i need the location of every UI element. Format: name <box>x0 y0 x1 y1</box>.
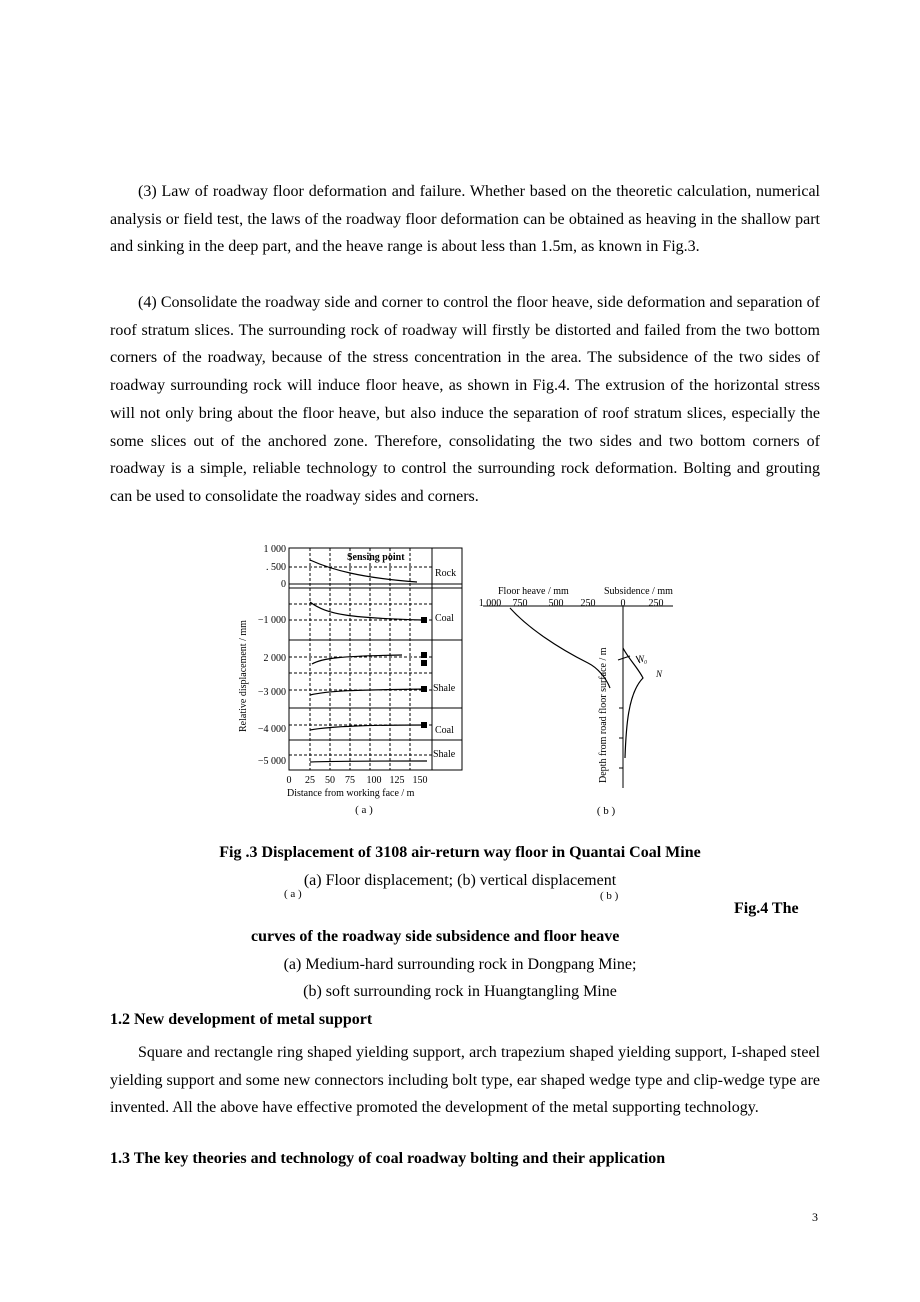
figure-3b <box>478 578 698 826</box>
sensing-point-label: Sensing point <box>347 552 405 563</box>
paragraph-4: (4) Consolidate the roadway side and corner to control the floor heave, side deformation and separation of roof stratum slices. The surrounding rock of roadway will firstly be distorted and failed from the two bottom corners of the roadway, because of the stress concentration in the area. The subsidence of the two sides of roadway surrounding rock will induce floor heave, as shown in Fig.4. The extrusion of the horizontal stress will not only bring about the floor heave, but also induce the separation of roof stratum slices, especially the some slices out of the anchored zone. Therefore, consolidating the two sides and two bottom corners of roadway is a simple, reliable technology to control the surrounding rock deformation. Bolting and grouting can be used to consolidate the roadway sides and corners. <box>110 294 820 505</box>
x-tick-b: 500 <box>548 598 564 609</box>
y-tick-a: 1 000 <box>263 544 286 555</box>
y-tick-a: 2 000 <box>263 653 286 664</box>
x-tick-b: 750 <box>512 598 528 609</box>
y-tick-a: −4 000 <box>257 724 286 735</box>
y-tick-a: −5 000 <box>257 756 286 767</box>
x-tick-b: 250 <box>580 598 596 609</box>
stratum-label: Rock <box>435 568 457 579</box>
x-axis-label-a: Distance from working face / m <box>287 788 415 799</box>
x-tick-a: 25 <box>305 775 315 786</box>
fig4-sublabel-a: ( a ) <box>284 888 302 900</box>
y-tick-a: −1 000 <box>257 615 286 626</box>
x-tick-a: 50 <box>325 775 335 786</box>
subsidence-label: Subsidence / mm <box>604 586 673 597</box>
stratum-label: Shale <box>433 683 456 694</box>
y-tick-a: 0 <box>281 579 286 590</box>
floor-heave-label: Floor heave / mm <box>498 586 569 597</box>
figure-3a <box>232 540 470 826</box>
fig3-caption: Fig .3 Displacement of 3108 air-return way floor in Quantai Coal Mine <box>219 844 701 861</box>
stratum-label: Shale <box>433 749 456 760</box>
y-tick-a: −3 000 <box>257 687 286 698</box>
fig3-subcaption: (a) Floor displacement; (b) vertical displacement <box>303 872 617 889</box>
x-tick-a: 125 <box>389 775 405 786</box>
page-number: 3 <box>812 1210 818 1224</box>
section-heading: 1.2 New development of metal support <box>110 1011 373 1028</box>
x-tick-a: 75 <box>345 775 355 786</box>
x-tick-b: 250 <box>648 598 664 609</box>
fig4-caption-part2: curves of the roadway side subsidence and floor heave <box>251 928 620 945</box>
y-axis-label-a: Relative displacement / mm <box>238 620 249 732</box>
paragraph-metal-support: Square and rectangle ring shaped yielding support, arch trapezium shaped yielding support, I-shaped steel yielding support and some new connectors including bolt type, ear shaped wedge type and clip-wedge type are invented. All the above have effective promoted the development of the metal supporting technology. <box>110 1044 820 1117</box>
curve-label: N₀ <box>638 654 648 664</box>
x-tick-a: 150 <box>412 775 428 786</box>
sublabel-a: ( a ) <box>355 804 373 816</box>
fig4-sublabel-b: ( b ) <box>600 890 619 902</box>
paragraph-3: (3) Law of roadway floor deformation and failure. Whether based on the theoretic calculation, numerical analysis or field test, the laws of the roadway floor deformation can be obtained as heaving in the shallow part and sinking in the deep part, and the heave range is about less than 1.5m, as known in Fig.3. <box>110 183 820 256</box>
fig4-sub1: (a) Medium-hard surrounding rock in Dongpang Mine; <box>283 956 637 973</box>
y-tick-a: . 500 <box>266 562 286 573</box>
stratum-label: Coal <box>435 613 454 624</box>
x-tick-a: 100 <box>366 775 382 786</box>
stratum-label: Coal <box>435 725 454 736</box>
fig4-sub2: (b) soft surrounding rock in Huangtangling Mine <box>303 983 617 1000</box>
curve-label: N <box>656 669 663 679</box>
x-tick-b: 0 <box>620 598 626 609</box>
sublabel-b: ( b ) <box>596 805 616 817</box>
fig4-caption-part1: Fig.4 The <box>734 900 799 917</box>
y-axis-label-b: Depth from road floor surface / m <box>598 647 609 783</box>
section-heading: 1.3 The key theories and technology of coal roadway bolting and their application <box>110 1150 666 1167</box>
x-tick-a: 0 <box>286 775 292 786</box>
x-tick-b: 1 000 <box>478 598 502 609</box>
